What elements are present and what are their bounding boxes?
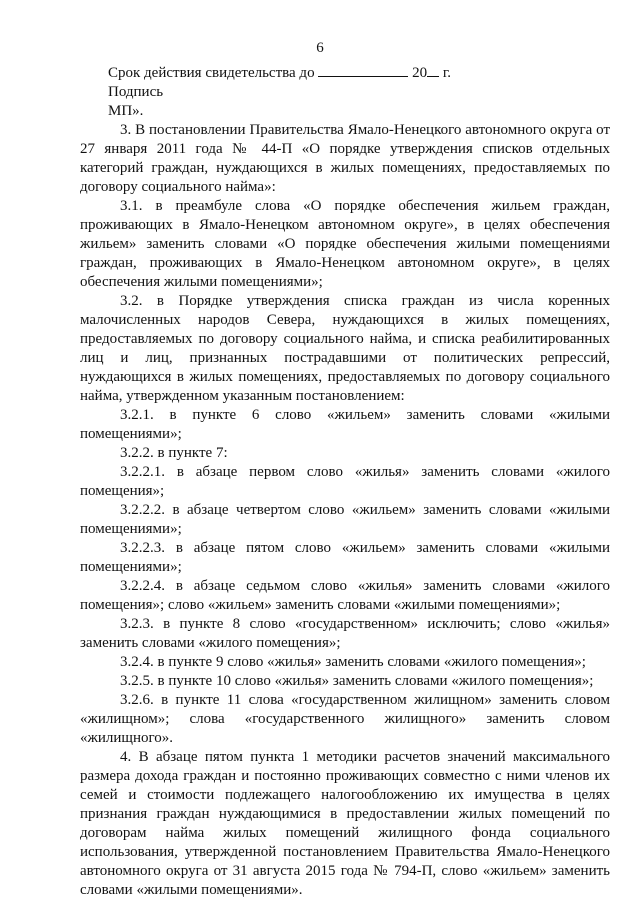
paragraph-3-2-2: 3.2.2. в пункте 7: <box>120 445 228 461</box>
paragraph-3-2-5: 3.2.5. в пункте 10 слово «жилья» заменить словами «жилого помещения»; <box>120 673 594 689</box>
paragraph-4: 4. В абзаце пятом пункта 1 методики расчетов значений максимального размера дохода граждан и постоянно проживающих совместно с ними членов их семей и стоимости подлежащего налогообложению их имущества в целях признания граждан нуждающимися в предоставлении жилых помещений по договорам найма жилых помещений жилищного фонда социального использования, утвержденной постановлением Правительства Ямало-Ненецкого автономного округа от 31 августа 2015 года № 794-П, слово «жильем» заменить словами «жилыми помещениями». <box>80 749 610 898</box>
year-prefix: 20 <box>412 65 428 81</box>
paragraph-3-2-4: 3.2.4. в пункте 9 слово «жилья» заменить словами «жилого помещения»; <box>120 654 586 670</box>
year-blank <box>427 64 439 77</box>
page-number: 6 <box>316 40 324 56</box>
date-blank <box>318 64 408 77</box>
paragraph-3-2-2-1: 3.2.2.1. в абзаце первом слово «жилья» заменить словами «жилого помещения»; <box>80 464 610 499</box>
paragraph-3-2-1: 3.2.1. в пункте 6 слово «жильем» заменить словами «жилыми помещениями»; <box>80 407 610 442</box>
document-body <box>80 64 610 900</box>
paragraph-3: 3. В постановлении Правительства Ямало-Ненецкого автономного округа от 27 января 2011 года № 44-П «О порядке утверждения списков отдельных категорий граждан, нуждающихся в жилых помещениях, предоставляемых по договору социального найма»: <box>80 122 610 195</box>
certificate-signature-block <box>80 64 610 121</box>
paragraph-3-2-3: 3.2.3. в пункте 8 слово «государственном» исключить; слово «жилья» заменить словами «жилого помещения»; <box>80 616 610 651</box>
year-suffix: г. <box>442 65 452 81</box>
paragraph-3-2-2-2: 3.2.2.2. в абзаце четвертом слово «жильем» заменить словами «жилыми помещениями»; <box>80 502 610 537</box>
validity-line <box>108 64 610 83</box>
seal-line: МП». <box>108 103 144 119</box>
paragraph-3-2: 3.2. в Порядке утверждения списка граждан из числа коренных малочисленных народов Севера, нуждающихся в жилых помещениях, предоставляемых по договору социального найма, и списка реабилитированных лиц и лиц, признанных пострадавшими от политических репрессий, нуждающихся в жилых помещениях, предоставляемых по договору социального найма, утвержденном указанным постановлением: <box>80 293 610 404</box>
paragraph-3-2-2-4: 3.2.2.4. в абзаце седьмом слово «жилья» заменить словами «жилого помещения»; слово «жильем» заменить словами «жилыми помещениями»; <box>80 578 610 613</box>
paragraph-3-2-2-3: 3.2.2.3. в абзаце пятом слово «жильем» заменить словами «жилыми помещениями»; <box>80 540 610 575</box>
paragraph-3-1: 3.1. в преамбуле слова «О порядке обеспечения жильем граждан, проживающих в Ямало-Ненецком автономном округе», в целях обеспечения жильем» заменить словами «О порядке обеспечения жилыми помещениями граждан, проживающих в Ямало-Ненецком автономном округе», в целях обеспечения жилыми помещениями»; <box>80 198 610 290</box>
signature-line: Подпись <box>108 84 164 100</box>
validity-label: Срок действия свидетельства до <box>108 65 315 81</box>
paragraph-3-2-6: 3.2.6. в пункте 11 слова «государственном жилищном» заменить словом «жилищном»; слова «государственного жилищного» заменить словом «жилищного». <box>80 692 610 746</box>
